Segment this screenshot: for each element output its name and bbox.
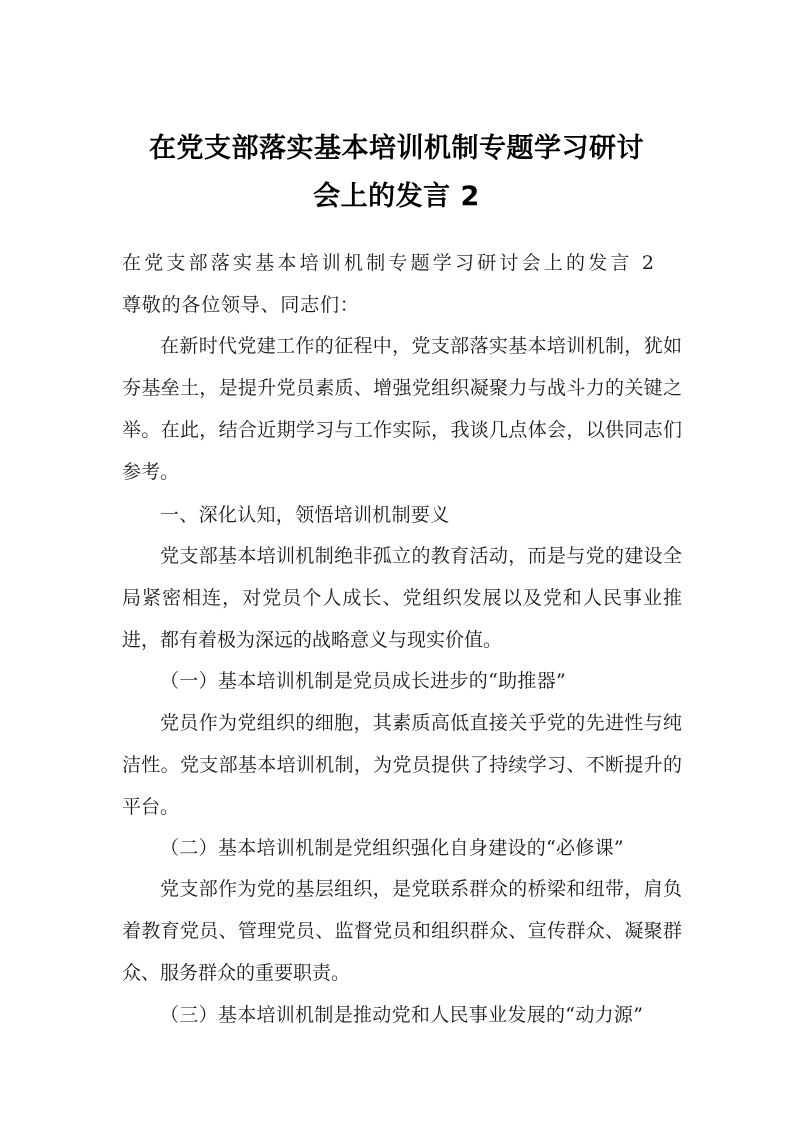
subsection-2-heading: （二）基本培训机制是党组织强化自身建设的“必修课” xyxy=(160,837,624,859)
intro-paragraph: 在新时代党建工作的征程中，党支部落实基本培训机制，犹如夯基垒土，是提升党员素质、增强党组织凝聚力与战斗力的关键之举。在此，结合近期学习与工作实际，我谈几点体会，以供同志们参考。 xyxy=(122,335,682,483)
document-title-line-1: 在党支部落实基本培训机制专题学习研讨 xyxy=(149,133,644,164)
section-1-heading: 一、深化认知，领悟培训机制要义 xyxy=(160,504,450,526)
subsection-3-heading: （三）基本培训机制是推动党和人民事业发展的“动力源” xyxy=(160,1004,644,1026)
document-title-line-2: 会上的发言 2 xyxy=(313,181,480,212)
document-label: 在党支部落实基本培训机制专题学习研讨会上的发言 2 xyxy=(122,252,658,274)
section-1-body: 党支部基本培训机制绝非孤立的教育活动，而是与党的建设全局紧密相连，对党员个人成长、党组织发展以及党和人民事业推进，都有着极为深远的战略意义与现实价值。 xyxy=(122,545,682,651)
subsection-1-heading: （一）基本培训机制是党员成长进步的“助推器” xyxy=(160,670,567,692)
salutation: 尊敬的各位领导、同志们： xyxy=(122,294,360,316)
subsection-2-body: 党支部作为党的基层组织，是党联系群众的桥梁和纽带，肩负着教育党员、管理党员、监督党员和组织群众、宣传群众、凝聚群众、服务群众的重要职责。 xyxy=(122,878,682,984)
subsection-1-body: 党员作为党组织的细胞，其素质高低直接关乎党的先进性与纯洁性。党支部基本培训机制，为党员提供了持续学习、不断提升的平台。 xyxy=(122,712,682,818)
